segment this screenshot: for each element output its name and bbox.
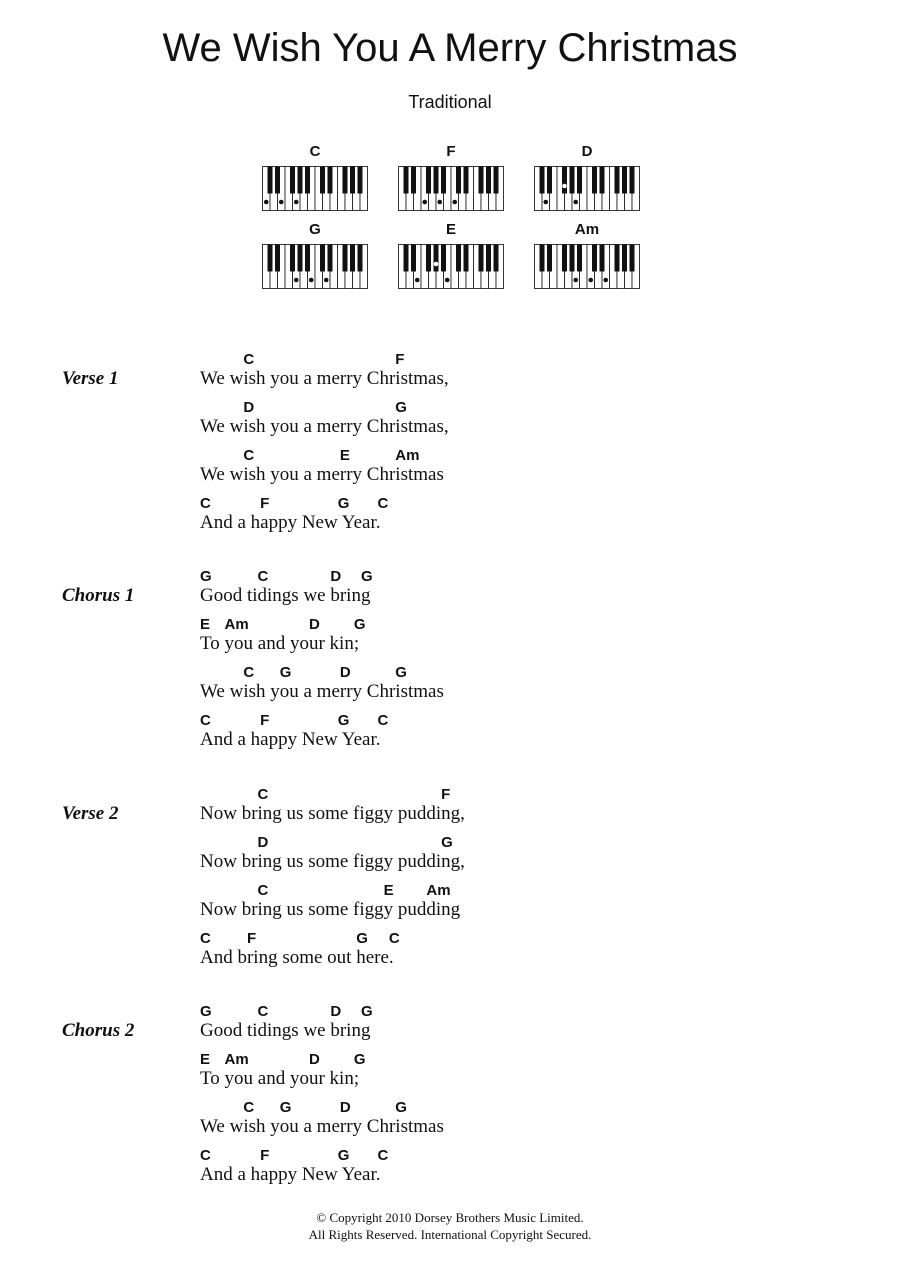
chord-diagram-label: Am — [574, 221, 600, 238]
chord-symbol: C — [243, 1099, 255, 1116]
chord-symbol: G — [441, 834, 453, 851]
chord-symbol: C — [377, 712, 389, 729]
finger-dot — [543, 200, 548, 205]
chord-symbol: D — [308, 616, 320, 633]
lyric-text: And bring some out here. — [200, 947, 394, 968]
black-key — [434, 167, 439, 194]
lyric-text: We wish you a merry Christmas, — [200, 416, 449, 437]
chord-symbol: C — [200, 495, 211, 512]
finger-dot — [588, 278, 593, 283]
lyric-line — [0, 786, 900, 834]
section-label: Chorus 2 — [62, 1020, 135, 1041]
lyric-text: To you and your kin; — [200, 633, 360, 654]
black-key — [592, 245, 597, 272]
section-label: Chorus 1 — [62, 585, 135, 606]
black-key — [411, 245, 416, 272]
chord-symbol: C — [200, 930, 211, 947]
black-key — [320, 245, 325, 272]
black-key — [570, 167, 575, 194]
black-key — [630, 167, 635, 194]
finger-dot — [279, 200, 284, 205]
chord-diagram-label: D — [581, 143, 593, 160]
chord-diagram-f — [396, 143, 506, 213]
lyric-line — [0, 1003, 900, 1051]
black-key — [547, 167, 552, 194]
chord-diagram-c — [260, 143, 370, 213]
chord-symbol: E — [339, 447, 350, 464]
black-key — [298, 167, 303, 194]
finger-dot — [573, 278, 578, 283]
black-key — [577, 245, 582, 272]
chord-symbol: G — [356, 930, 368, 947]
chord-symbol: E — [200, 1051, 211, 1068]
black-key — [615, 245, 620, 272]
lyric-text: We wish you a merry Christmas — [200, 464, 444, 485]
chord-symbol: C — [257, 882, 269, 899]
finger-dot — [437, 200, 442, 205]
finger-dot — [445, 278, 450, 283]
chord-symbol: C — [377, 495, 389, 512]
black-key — [592, 167, 597, 194]
chord-symbol: F — [441, 786, 451, 803]
chord-symbol: C — [388, 930, 400, 947]
lyric-text: We wish you a merry Christmas, — [200, 368, 449, 389]
chord-symbol: G — [337, 495, 350, 512]
black-key — [570, 245, 575, 272]
black-key — [622, 167, 627, 194]
finger-dot — [603, 278, 608, 283]
lyric-line — [0, 399, 900, 447]
composer: Traditional — [408, 92, 492, 112]
black-key — [275, 245, 280, 272]
black-key — [290, 245, 295, 272]
finger-dot — [573, 200, 578, 205]
lyric-line — [0, 1051, 900, 1099]
black-key — [404, 167, 409, 194]
black-key — [456, 167, 461, 194]
section-label: Verse 1 — [62, 368, 119, 389]
black-key — [630, 245, 635, 272]
chord-diagram-label: E — [445, 221, 456, 238]
chord-symbol: C — [243, 664, 255, 681]
chord-symbol: C — [377, 1147, 389, 1164]
song-title: We Wish You A Merry Christmas — [162, 26, 738, 70]
chord-symbol: F — [260, 495, 270, 512]
black-key — [434, 245, 439, 272]
black-key — [464, 245, 469, 272]
chord-symbol: G — [337, 712, 350, 729]
black-key — [441, 167, 446, 194]
black-key — [426, 167, 431, 194]
black-key — [540, 245, 545, 272]
chord-diagram-d — [532, 143, 642, 213]
lyric-text: Good tidings we bring — [200, 1020, 371, 1041]
black-key — [600, 245, 605, 272]
black-key — [328, 167, 333, 194]
black-key — [486, 245, 491, 272]
black-key — [343, 167, 348, 194]
keyboard-diagram — [534, 166, 641, 212]
chord-symbol: E — [200, 616, 211, 633]
lyric-line — [0, 882, 900, 930]
black-key — [358, 167, 363, 194]
keyboard-diagram — [262, 244, 369, 290]
section-label: Verse 2 — [62, 803, 119, 824]
black-key — [540, 167, 545, 194]
lyric-line — [0, 616, 900, 664]
chord-diagram-label: C — [309, 143, 321, 160]
lyric-text: Now bring us some figgy pudding — [200, 899, 461, 920]
chord-symbol: F — [260, 712, 270, 729]
chord-symbol: G — [395, 399, 407, 416]
rights-line: All Rights Reserved. International Copyright Secured. — [308, 1227, 592, 1242]
lyric-line — [0, 1147, 900, 1195]
lyric-text: We wish you a merry Christmas — [200, 681, 444, 702]
black-key — [615, 167, 620, 194]
black-key — [275, 167, 280, 194]
black-key — [441, 245, 446, 272]
chord-symbol: Am — [224, 616, 249, 633]
black-key — [305, 167, 310, 194]
lyric-text: We wish you a merry Christmas — [200, 1116, 444, 1137]
lyric-line — [0, 664, 900, 712]
black-key — [479, 167, 484, 194]
finger-dot — [294, 278, 299, 283]
keyboard-diagram — [398, 166, 505, 212]
lyric-line — [0, 930, 900, 978]
chord-symbol: G — [279, 1099, 292, 1116]
black-key — [622, 245, 627, 272]
chord-symbol: G — [360, 568, 373, 585]
chord-symbol: Am — [395, 447, 420, 464]
lyric-text: And a happy New Year. — [200, 729, 381, 750]
chord-symbol: E — [383, 882, 394, 899]
black-key — [411, 167, 416, 194]
chord-symbol: G — [200, 568, 212, 585]
lyric-text: Now bring us some figgy pudding, — [200, 803, 465, 824]
lyric-text: To you and your kin; — [200, 1068, 360, 1089]
lyric-line — [0, 568, 900, 616]
chord-symbol: C — [200, 712, 211, 729]
chord-diagram-g — [260, 221, 370, 291]
black-key — [426, 245, 431, 272]
black-key — [577, 167, 582, 194]
black-key — [268, 245, 273, 272]
finger-dot — [324, 278, 329, 283]
chord-symbol: Am — [224, 1051, 249, 1068]
lyric-text: And a happy New Year. — [200, 512, 381, 533]
chord-symbol: D — [330, 568, 342, 585]
chord-symbol: C — [257, 786, 269, 803]
lyric-line — [0, 1099, 900, 1147]
black-key — [486, 167, 491, 194]
black-key — [494, 245, 499, 272]
finger-dot — [422, 200, 427, 205]
lyric-text: And a happy New Year. — [200, 1164, 381, 1185]
black-key — [305, 245, 310, 272]
keyboard-diagram — [262, 166, 369, 212]
lyric-line — [0, 447, 900, 495]
copyright-notice — [0, 1209, 900, 1243]
chord-symbol: G — [360, 1003, 373, 1020]
lyric-line — [0, 834, 900, 882]
finger-dot — [452, 200, 457, 205]
chord-diagram-label: G — [309, 221, 321, 238]
chord-symbol: C — [200, 1147, 211, 1164]
black-key — [358, 245, 363, 272]
finger-dot — [294, 200, 299, 205]
chord-symbol: F — [260, 1147, 270, 1164]
black-key — [562, 167, 567, 194]
black-key — [298, 245, 303, 272]
chord-symbol: G — [200, 1003, 212, 1020]
chord-symbol: G — [353, 1051, 366, 1068]
lyric-line — [0, 351, 900, 399]
chord-diagram-label: F — [446, 143, 456, 160]
black-key — [464, 167, 469, 194]
black-key — [456, 245, 461, 272]
chord-symbol: D — [339, 664, 351, 681]
black-key — [343, 245, 348, 272]
chord-symbol: G — [279, 664, 292, 681]
lyric-line — [0, 495, 900, 543]
chord-symbol: G — [353, 616, 366, 633]
chord-diagram-e — [396, 221, 506, 291]
keyboard-diagram — [534, 244, 641, 290]
black-key — [562, 245, 567, 272]
chord-symbol: D — [330, 1003, 342, 1020]
chord-symbol: G — [337, 1147, 350, 1164]
chord-symbol: C — [257, 568, 269, 585]
chord-symbol: D — [257, 834, 269, 851]
chord-symbol: C — [243, 351, 255, 368]
lyric-text: Good tidings we bring — [200, 585, 371, 606]
black-key — [404, 245, 409, 272]
copyright-line: © Copyright 2010 Dorsey Brothers Music Limited. — [316, 1210, 584, 1225]
black-key — [600, 167, 605, 194]
chord-symbol: Am — [426, 882, 451, 899]
finger-dot — [434, 262, 439, 267]
lyric-text: Now bring us some figgy pudding, — [200, 851, 465, 872]
black-key — [494, 167, 499, 194]
keyboard-diagram — [398, 244, 505, 290]
chord-symbol: D — [308, 1051, 320, 1068]
chord-diagram-am — [532, 221, 642, 291]
chord-symbol: G — [395, 664, 407, 681]
finger-dot — [309, 278, 314, 283]
black-key — [547, 245, 552, 272]
black-key — [320, 167, 325, 194]
black-key — [350, 167, 355, 194]
lyric-line — [0, 712, 900, 760]
chord-symbol: F — [395, 351, 405, 368]
chord-symbol: D — [243, 399, 255, 416]
black-key — [268, 167, 273, 194]
chord-symbol: F — [246, 930, 257, 947]
finger-dot — [562, 184, 567, 189]
black-key — [328, 245, 333, 272]
black-key — [479, 245, 484, 272]
chord-symbol: D — [339, 1099, 351, 1116]
chord-symbol: C — [257, 1003, 269, 1020]
chord-symbol: G — [395, 1099, 407, 1116]
finger-dot — [415, 278, 420, 283]
chord-symbol: C — [243, 447, 255, 464]
black-key — [290, 167, 295, 194]
finger-dot — [264, 200, 269, 205]
black-key — [350, 245, 355, 272]
